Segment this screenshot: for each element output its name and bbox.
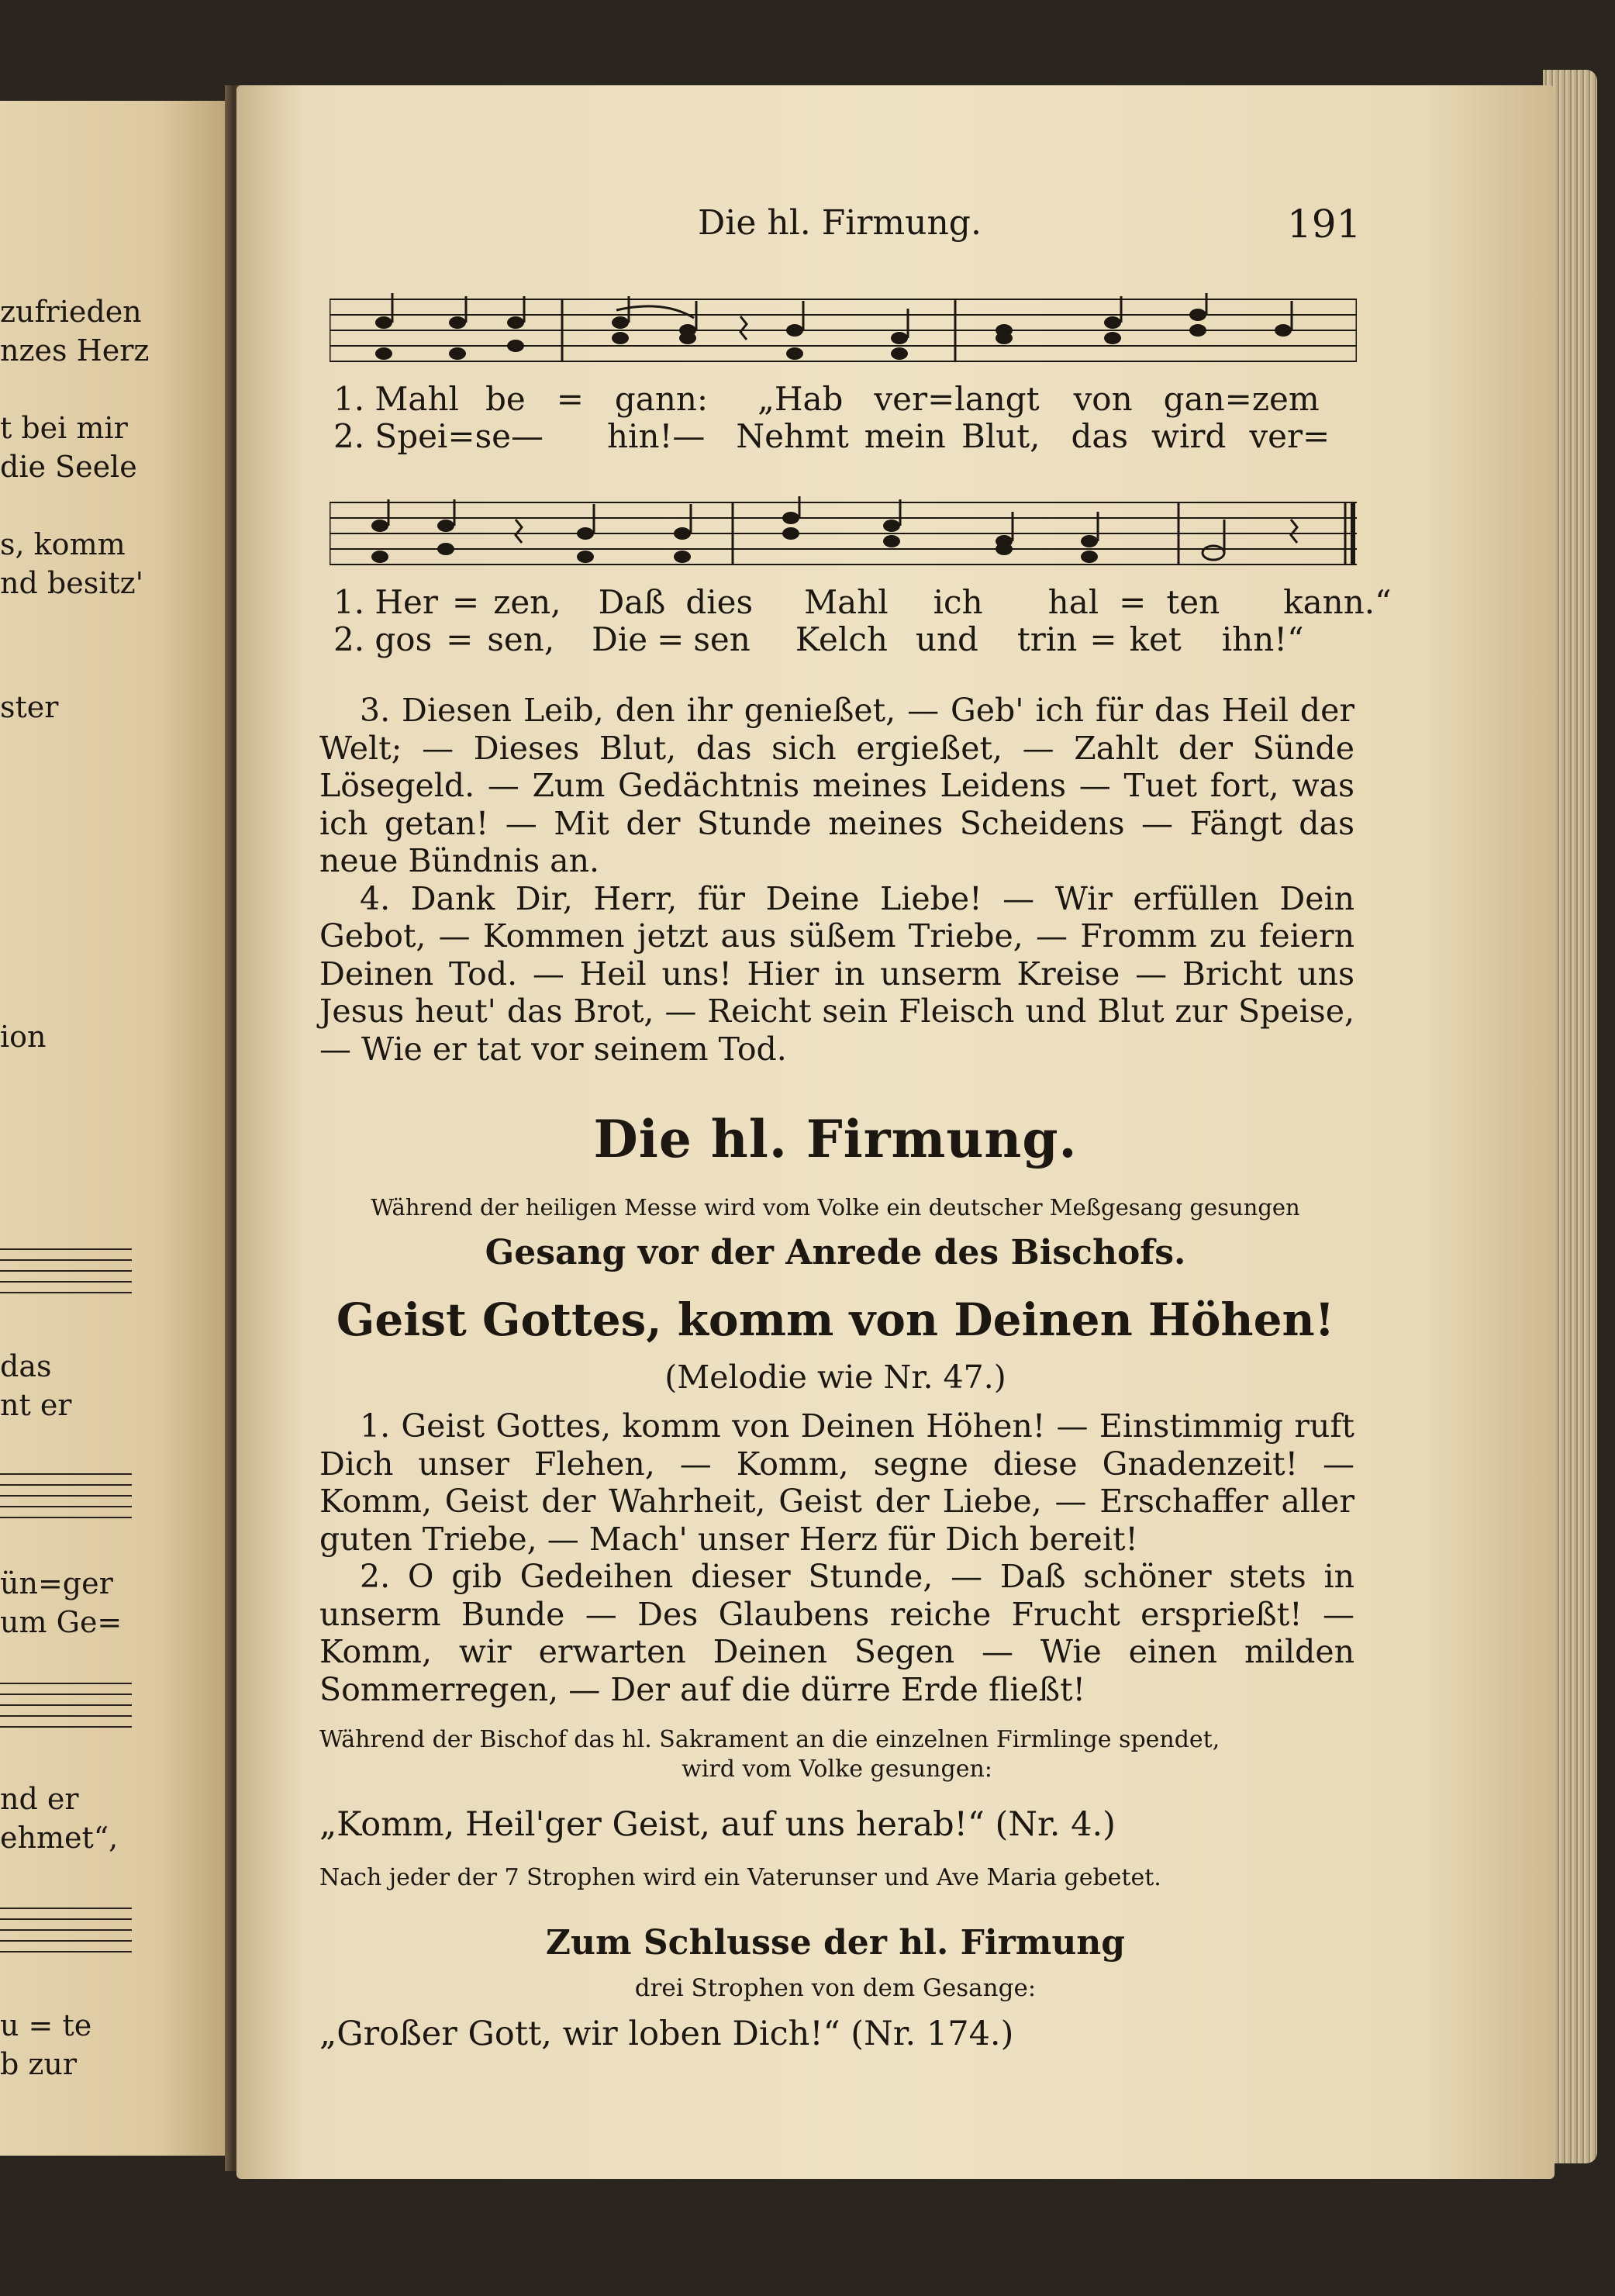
left-fragment: t bei mir <box>0 411 128 445</box>
left-page <box>0 101 225 2156</box>
left-staff-fragment <box>0 1683 132 1729</box>
closing-note: drei Strophen von dem Gesange: <box>634 1974 1037 2002</box>
left-staff-fragment <box>0 1473 132 1520</box>
stanza: 2. O gib Gedeihen dieser Stunde, — Daß schöner stets in unserm Bunde — Des Glaubens reiche Frucht ersprießt! — Komm, wir erwarten Deinen Segen — Wie einen milden Sommerregen, — Der auf die dürre Erde fließt! <box>319 1558 1354 1708</box>
first-hymn-stanzas <box>319 692 1354 1068</box>
closing-heading: Zum Schlusse der hl. Firmung <box>545 1923 1126 1963</box>
left-fragment: nd besitz' <box>0 566 144 600</box>
left-fragment: ün=ger <box>0 1566 113 1600</box>
hymn-title: Geist Gottes, komm von Deinen Höhen! <box>336 1293 1335 1346</box>
stanza: 4. Dank Dir, Herr, für Deine Liebe! — Wir erfüllen Dein Gebot, — Kommen jetzt aus süßem Triebe, — Fromm zu feiern Deinen Tod. — Heil uns! Hier in unserm Kreise — Bricht uns Jesus heut' das Brot, — Reicht sein Fleisch und Blut zur Speise, — Wie er tat vor seinem Tod. <box>319 879 1354 1068</box>
lyric-line: 1. Mahl be = gann: „Hab ver=langt von gan=zem <box>333 380 1320 418</box>
left-staff-fragment <box>0 1248 132 1295</box>
left-fragment: b zur <box>0 2047 78 2081</box>
section-heading: Die hl. Firmung. <box>593 1109 1078 1169</box>
left-fragment: ster <box>0 690 59 724</box>
closing-hymn-reference: „Großer Gott, wir loben Dich!“ (Nr. 174.) <box>319 2015 1014 2053</box>
rubric-prayer: Nach jeder der 7 Strophen wird ein Vaterunser und Ave Maria gebetet. <box>319 1864 1161 1891</box>
left-fragment: ion <box>0 1020 47 1054</box>
running-title: Die hl. Firmung. <box>698 203 982 243</box>
left-fragment: nzes Herz <box>0 333 150 368</box>
left-fragment: nd er <box>0 1782 79 1816</box>
rubric-line: wird vom Volke gesungen: <box>682 1756 992 1783</box>
rubric-confirmation <box>319 1725 1354 1784</box>
rubric-line: Während der Bischof das hl. Sakrament an die einzelnen Firmlinge spendet, <box>319 1726 1220 1753</box>
left-fragment: die Seele <box>0 450 137 484</box>
left-fragment: zufrieden <box>0 295 142 329</box>
left-fragment: u = te <box>0 2008 92 2042</box>
music-staff-1 <box>330 293 1357 368</box>
hymn-stanzas <box>319 1407 1354 1708</box>
stanza: 3. Diesen Leib, den ihr genießet, — Geb' ich für das Heil der Welt; — Dieses Blut, das sich ergießet, — Zahlt der Sünde Lösegeld. — Zum Gedächtnis meines Leidens — Tuet fort, was ich getan! — Mit der Stunde meines Scheidens — Fängt das neue Bündnis an. <box>319 692 1354 879</box>
left-fragment: das <box>0 1349 52 1383</box>
hymn-reference: „Komm, Heil'ger Geist, auf uns herab!“ (Nr. 4.) <box>319 1805 1116 1844</box>
left-fragment: ehmet“, <box>0 1821 119 1855</box>
music-staff-2 <box>330 496 1357 571</box>
subheading: Gesang vor der Anrede des Bischofs. <box>485 1233 1186 1272</box>
left-fragment: nt er <box>0 1388 72 1422</box>
melody-reference: (Melodie wie Nr. 47.) <box>664 1359 1006 1396</box>
lyric-line: 2. gos = sen, Die = sen Kelch und trin = ket ihn!“ <box>333 620 1304 658</box>
lyric-line: 1. Her = zen, Daß dies Mahl ich hal = ten kann.“ <box>333 583 1392 621</box>
page-number: 191 <box>1287 202 1361 247</box>
left-staff-fragment <box>0 1908 132 1954</box>
stanza: 1. Geist Gottes, komm von Deinen Höhen! — Einstimmig ruft Dich unser Flehen, — Komm, segne diese Gnadenzeit! — Komm, Geist der Wahrheit, Geist der Liebe, — Erschaffer aller guten Triebe, — Mach' unser Herz für Dich bereit! <box>319 1407 1354 1558</box>
section-note: Während der heiligen Messe wird vom Volke ein deutscher Meßgesang gesungen <box>371 1194 1300 1221</box>
lyric-line: 2. Spei=se— hin!— Nehmt mein Blut, das wird ver= <box>333 417 1330 455</box>
left-fragment: s, komm <box>0 527 126 561</box>
left-fragment: um Ge= <box>0 1605 123 1639</box>
